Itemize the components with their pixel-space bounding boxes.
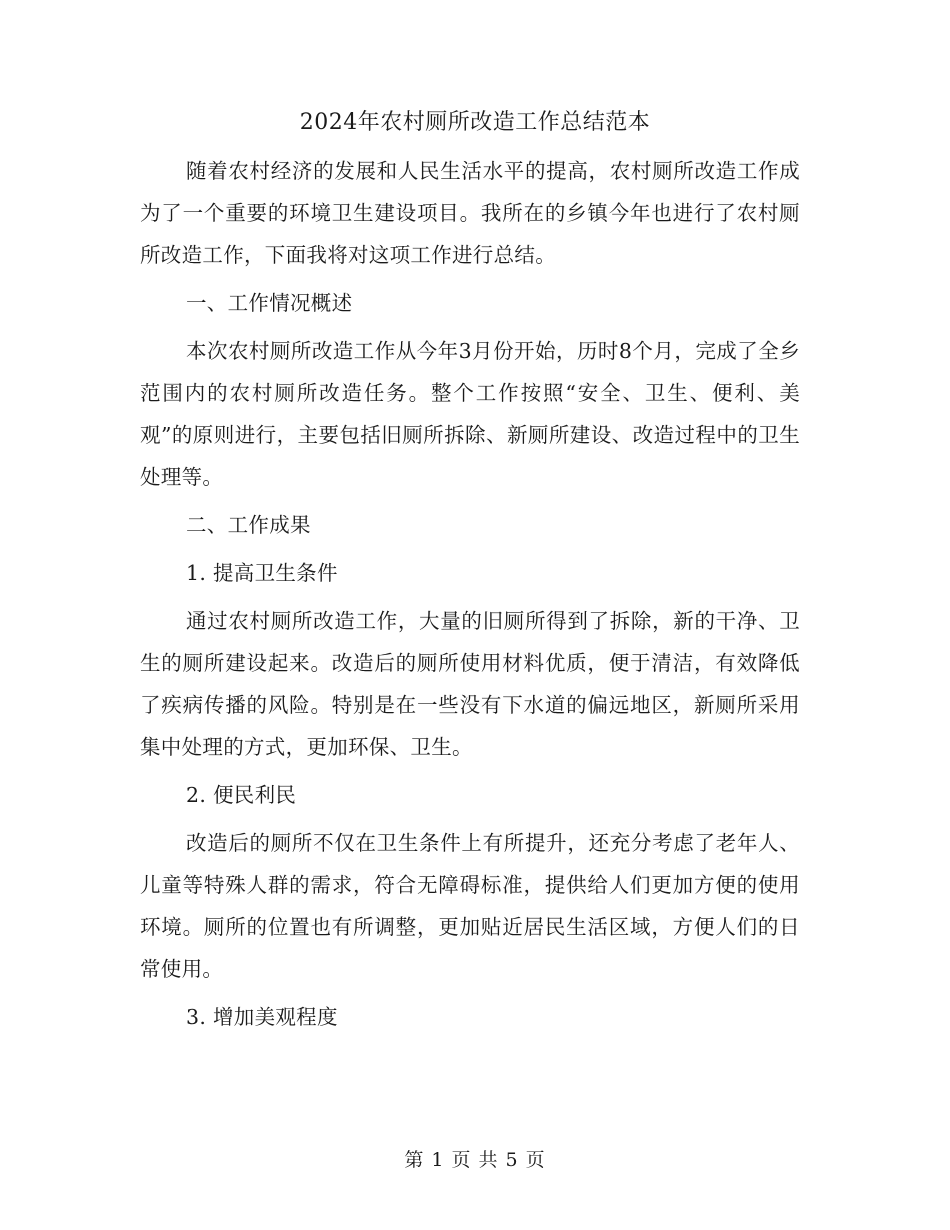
document-title: 2024年农村厕所改造工作总结范本	[299, 110, 651, 135]
section-heading-overview: 一、工作情况概述	[186, 291, 353, 315]
page-footer: 第 1 页 共 5 页	[404, 1149, 546, 1171]
section-heading-results: 二、工作成果	[186, 513, 311, 537]
paragraph-convenience: 改造后的厕所不仅在卫生条件上有所提升，还充分考虑了老年人、儿童等特殊人群的需求，符合无障碍标准，提供给人们更加方便的使用环境。厕所的位置也有所调整，更加贴近居民生活区域，方便人们的日常使用。	[140, 831, 800, 981]
paragraph-intro: 随着农村经济的发展和人民生活水平的提高，农村厕所改造工作成为了一个重要的环境卫生建设项目。我所在的乡镇今年也进行了农村厕所改造工作，下面我将对这项工作进行总结。	[140, 159, 800, 267]
subheading-appearance: 3. 增加美观程度	[186, 1005, 338, 1029]
paragraph-hygiene: 通过农村厕所改造工作，大量的旧厕所得到了拆除，新的干净、卫生的厕所建设起来。改造后的厕所使用材料优质，便于清洁，有效降低了疾病传播的风险。特别是在一些没有下水道的偏远地区，新厕所采用集中处理的方式，更加环保、卫生。	[140, 609, 800, 759]
document-body	[140, 150, 800, 1044]
subheading-hygiene: 1. 提高卫生条件	[186, 561, 338, 585]
paragraph-overview: 本次农村厕所改造工作从今年3月份开始，历时8个月，完成了全乡范围内的农村厕所改造任务。整个工作按照“安全、卫生、便利、美观”的原则进行，主要包括旧厕所拆除、新厕所建设、改造过程中的卫生处理等。	[140, 339, 800, 489]
subheading-convenience: 2. 便民利民	[186, 783, 297, 807]
